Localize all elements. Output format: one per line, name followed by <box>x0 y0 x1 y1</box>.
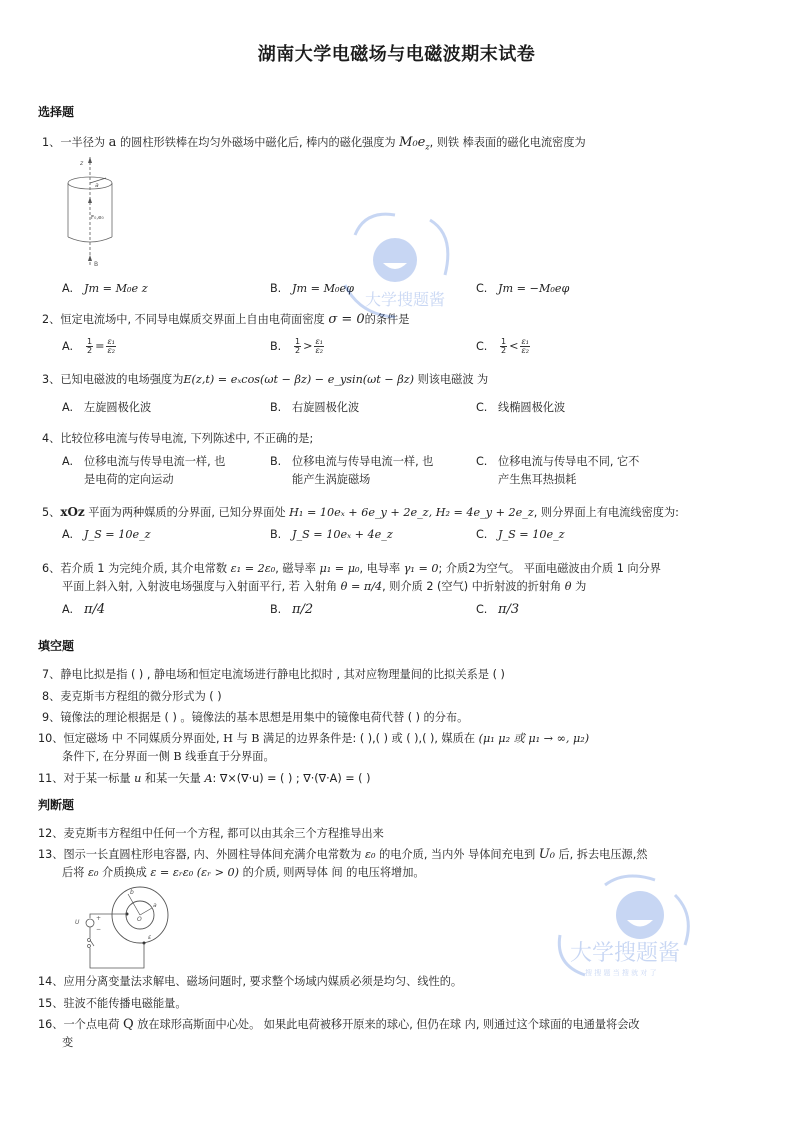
svg-text:U: U <box>75 919 80 926</box>
question-text: 的圆柱形铁棒在均匀外磁场中磁化后, 棒内的磁化强度为 <box>119 136 396 149</box>
option-6b[interactable]: B. π/2 <box>270 602 314 617</box>
svg-text:a: a <box>95 182 99 189</box>
math-formula: H₁ = 10eₓ + 6e_y + 2e_z, H₂ = 4e_y + 2e_z <box>289 506 534 519</box>
svg-text:ε: ε <box>148 934 152 941</box>
option-5a[interactable]: A. J_S = 10e_z <box>62 528 151 541</box>
capacitor-figure <box>60 880 190 970</box>
section-heading-choice: 选择题 <box>38 105 75 119</box>
math-formula: σ = 0 <box>328 312 365 327</box>
math-formula: $M_0e_z$ <box>399 135 430 152</box>
svg-text:B: B <box>94 261 99 268</box>
svg-text:b: b <box>130 889 134 896</box>
svg-text:+: + <box>96 915 102 922</box>
option-4c[interactable]: C. 位移电流与传导电不同, 它不 产生焦耳热损耗 <box>476 455 640 486</box>
svg-text:a: a <box>153 902 157 909</box>
option-2c[interactable]: C. $\frac{1}{2}$ < $\frac{\text{ε₁}}{\text{ε₂}}$ <box>476 337 529 355</box>
option-3b[interactable]: B. 右旋圆极化波 <box>270 401 360 414</box>
section-heading-fill: 填空题 <box>38 639 75 653</box>
option-2a[interactable]: A. $\frac{1}{2}$ = $\frac{\text{ε₁}}{\text{ε₂}}$ <box>62 337 115 355</box>
svg-text:大学搜题酱: 大学搜题酱 <box>570 941 681 966</box>
question-8: 8、麦克斯韦方程组的微分形式为 ( ) <box>42 690 222 703</box>
question-10: 10、恒定磁场 中 不同媒质分界面处, H 与 B 满足的边界条件是: ( ),( ) 或 ( ),( ), 媒质在 (μ₁ μ₂ 或 μ₁ → ∞, μ₂) 条件下, 在分界面一侧 B 线垂直于分界面。 <box>38 732 590 763</box>
question-12: 12、麦克斯韦方程组中任何一个方程, 都可以由其余三个方程推导出来 <box>38 827 384 840</box>
option-2b[interactable]: B. $\frac{1}{2}$ > $\frac{\text{ε₁}}{\text{ε₂}}$ <box>270 337 323 355</box>
section-heading-judge: 判断题 <box>38 798 75 812</box>
question-9: 9、镜像法的理论根据是 ( ) 。镜像法的基本思想是用集中的镜像电荷代替 ( ) 的分布。 <box>42 711 469 724</box>
question-2: 2、恒定电流场中, 不同导电媒质交界面上自由电荷面密度 σ = 0的条件是 <box>42 312 410 327</box>
option-6c[interactable]: C. π/3 <box>476 602 520 617</box>
question-11: 11、对于某一标量 u 和某一矢量 A: ∇×(∇·u) = ( ) ; ∇·(∇·A) = ( ) <box>38 772 371 785</box>
option-4b[interactable]: B. 位移电流与传导电流一样, 也 能产生涡旋磁场 <box>270 455 434 486</box>
option-5c[interactable]: C. J_S = 10e_z <box>476 528 565 541</box>
option-1c[interactable]: C. Jm = −M₀eφ <box>476 282 570 295</box>
question-13: 13、图示一长直圆柱形电容器, 内、外圆柱导体间充满介电常数为 ε₀ 的电介质, 当内外 导体间充电到 U₀ 后, 拆去电压源,然 后将 ε₀ 介质换成 ε = εᵣε₀ (εᵣ > 0) 的介质, 则两导体 间 的电压将增加。 <box>38 847 648 879</box>
question-number: 1、 <box>42 136 61 149</box>
option-1b[interactable]: B. Jm = M₀eφ <box>270 282 354 295</box>
svg-text:大学搜题酱: 大学搜题酱 <box>365 290 446 309</box>
svg-text:−: − <box>96 926 102 933</box>
question-14: 14、应用分离变量法求解电、磁场问题时, 要求整个场域内媒质必须是均匀、线性的。 <box>38 975 463 988</box>
question-3: 3、已知电磁波的电场强度为E(z,t) = eₓcos(ωt − βz) − e_ysin(ωt − βz) 则该电磁波 为 <box>42 373 489 386</box>
option-1a[interactable]: A. Jm = M₀e z <box>62 282 148 295</box>
option-4a[interactable]: A. 位移电流与传导电流一样, 也 是电荷的定向运动 <box>62 455 226 486</box>
option-3c[interactable]: C. 线椭圆极化波 <box>476 401 566 414</box>
option-6a[interactable]: A. π/4 <box>62 602 106 617</box>
svg-text:O: O <box>137 916 142 923</box>
question-6: 6、若介质 1 为完纯介质, 其介电常数 ε₁ = 2ε₀, 磁导率 μ₁ = μ₀, 电导率 γ₁ = 0; 介质2为空气。 平面电磁波由介质 1 向分界 平面上斜入射, 入射波电场强度与入射面平行, 若 入射角 θ = π/4, 则介质 2 (空气) 中折射波的折射角 θ 为 <box>42 562 661 593</box>
question-7: 7、静电比拟是指 ( ) , 静电场和恒定电流场进行静电比拟时 , 其对应物理量间的比拟关系是 ( ) <box>42 668 505 681</box>
watermark-logo-icon <box>335 205 465 325</box>
question-15: 15、驻波不能传播电磁能量。 <box>38 997 187 1010</box>
question-4: 4、比较位移电流与传导电流, 下列陈述中, 不正确的是; <box>42 432 314 445</box>
axis-label-z: z <box>80 160 84 167</box>
question-text: , 则铁 棒表面的磁化电流密度为 <box>429 136 586 149</box>
svg-text:搜 搜 题 当 搜 就 对 了: 搜 搜 题 当 搜 就 对 了 <box>585 969 657 977</box>
svg-text:F₀,e₀: F₀,e₀ <box>91 215 104 221</box>
question-5: 5、xOz 平面为两种媒质的分界面, 已知分界面处 H₁ = 10eₓ + 6e_y + 2e_z, H₂ = 4e_y + 2e_z, 则分界面上有电流线密度为: <box>42 505 679 519</box>
question-1 <box>42 134 586 157</box>
question-text: 一半径为 <box>60 136 106 149</box>
option-5b[interactable]: B. J_S = 10eₓ + 4e_z <box>270 528 393 541</box>
question-16: 16、一个点电荷 Q 放在球形高斯面中心处。 如果此电荷被移开原来的球心, 但仍在球 内, 则通过这个球面的电通量将会改 变 <box>38 1017 640 1049</box>
math-formula: E(z,t) = eₓcos(ωt − βz) − e_ysin(ωt − βz) <box>183 373 414 386</box>
document-title: 湖南大学电磁场与电磁波期末试卷 <box>257 44 536 65</box>
option-3a[interactable]: A. 左旋圆极化波 <box>62 401 152 414</box>
watermark-logo-icon <box>545 865 705 985</box>
math-var: a <box>108 135 117 150</box>
cylinder-figure <box>58 155 128 270</box>
